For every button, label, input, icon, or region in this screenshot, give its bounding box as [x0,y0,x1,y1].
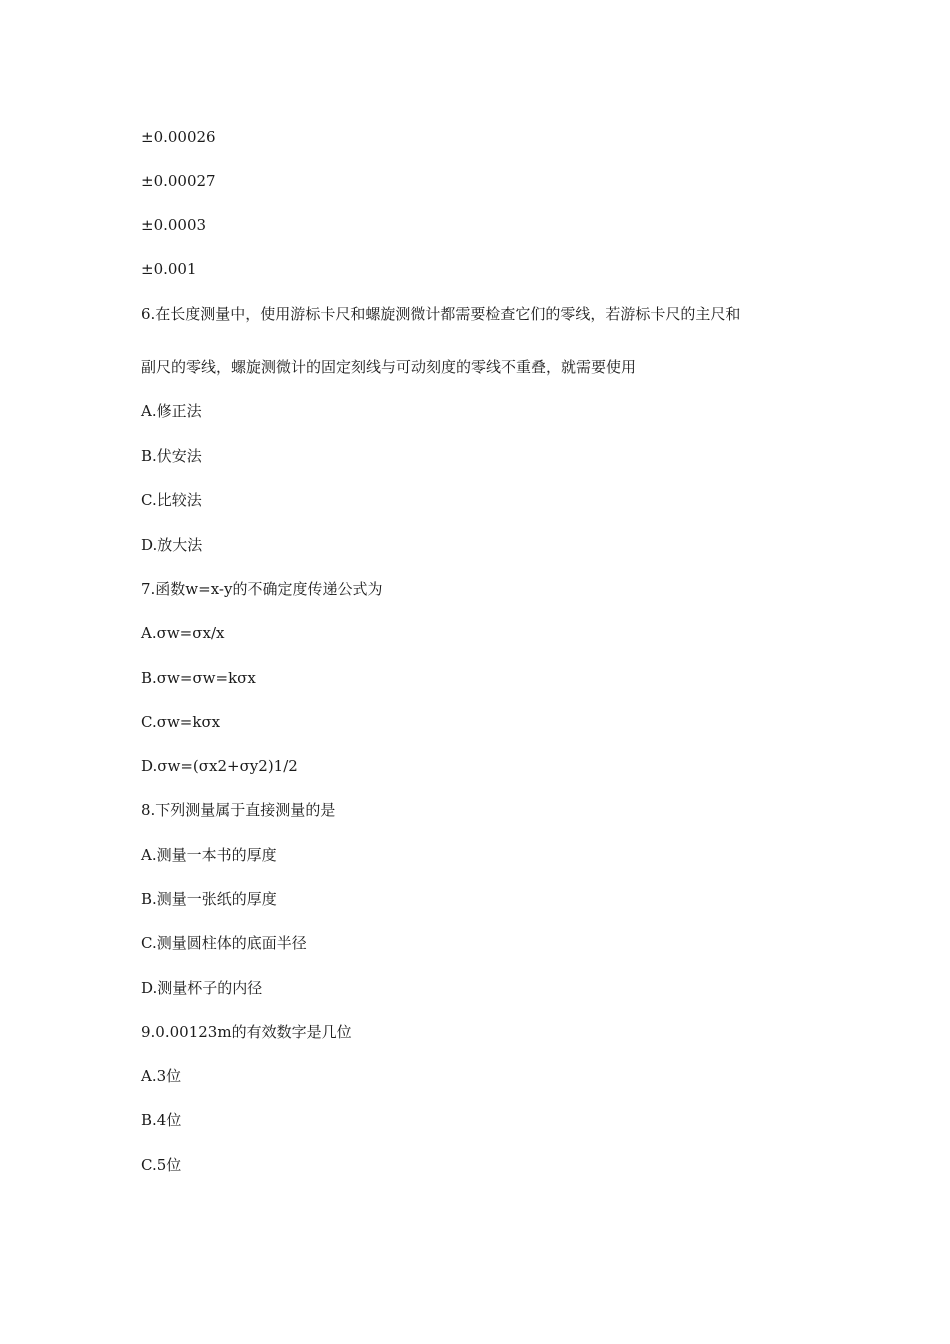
option-d: D.测量杯子的内径 [141,979,263,997]
option-b: B.σw=σw=kσx [141,669,256,687]
option-c: C.5位 [141,1156,182,1174]
option-line: ±0.0003 [141,216,207,234]
question-6-text-continued: 副尺的零线，螺旋测微计的固定刻线与可动刻度的零线不重叠，就需要使用 [141,358,637,376]
option-a: A.σw=σx/x [141,624,225,642]
option-b: B.4位 [141,1111,182,1129]
option-a: A.测量一本书的厚度 [141,846,277,864]
question-6-text: 6.在长度测量中，使用游标卡尺和螺旋测微计都需要检查它们的零线，若游标卡尺的主尺和 [141,305,741,323]
option-d: D.放大法 [141,536,203,554]
option-a: A.修正法 [141,402,202,420]
option-line: ±0.00027 [141,172,216,190]
option-line: ±0.00026 [141,128,216,146]
question-7-text: 7.函数w=x-y的不确定度传递公式为 [141,580,383,598]
option-c: C.σw=kσx [141,713,221,731]
option-a: A.3位 [141,1067,182,1085]
option-c: C.测量圆柱体的底面半径 [141,934,307,952]
option-b: B.测量一张纸的厚度 [141,890,277,908]
option-line: ±0.001 [141,260,197,278]
question-9-text: 9.0.00123m的有效数字是几位 [141,1023,352,1041]
option-d: D.σw=(σx2+σy2)1/2 [141,757,298,775]
option-c: C.比较法 [141,491,202,509]
question-8-text: 8.下列测量属于直接测量的是 [141,801,336,819]
option-b: B.伏安法 [141,447,202,465]
